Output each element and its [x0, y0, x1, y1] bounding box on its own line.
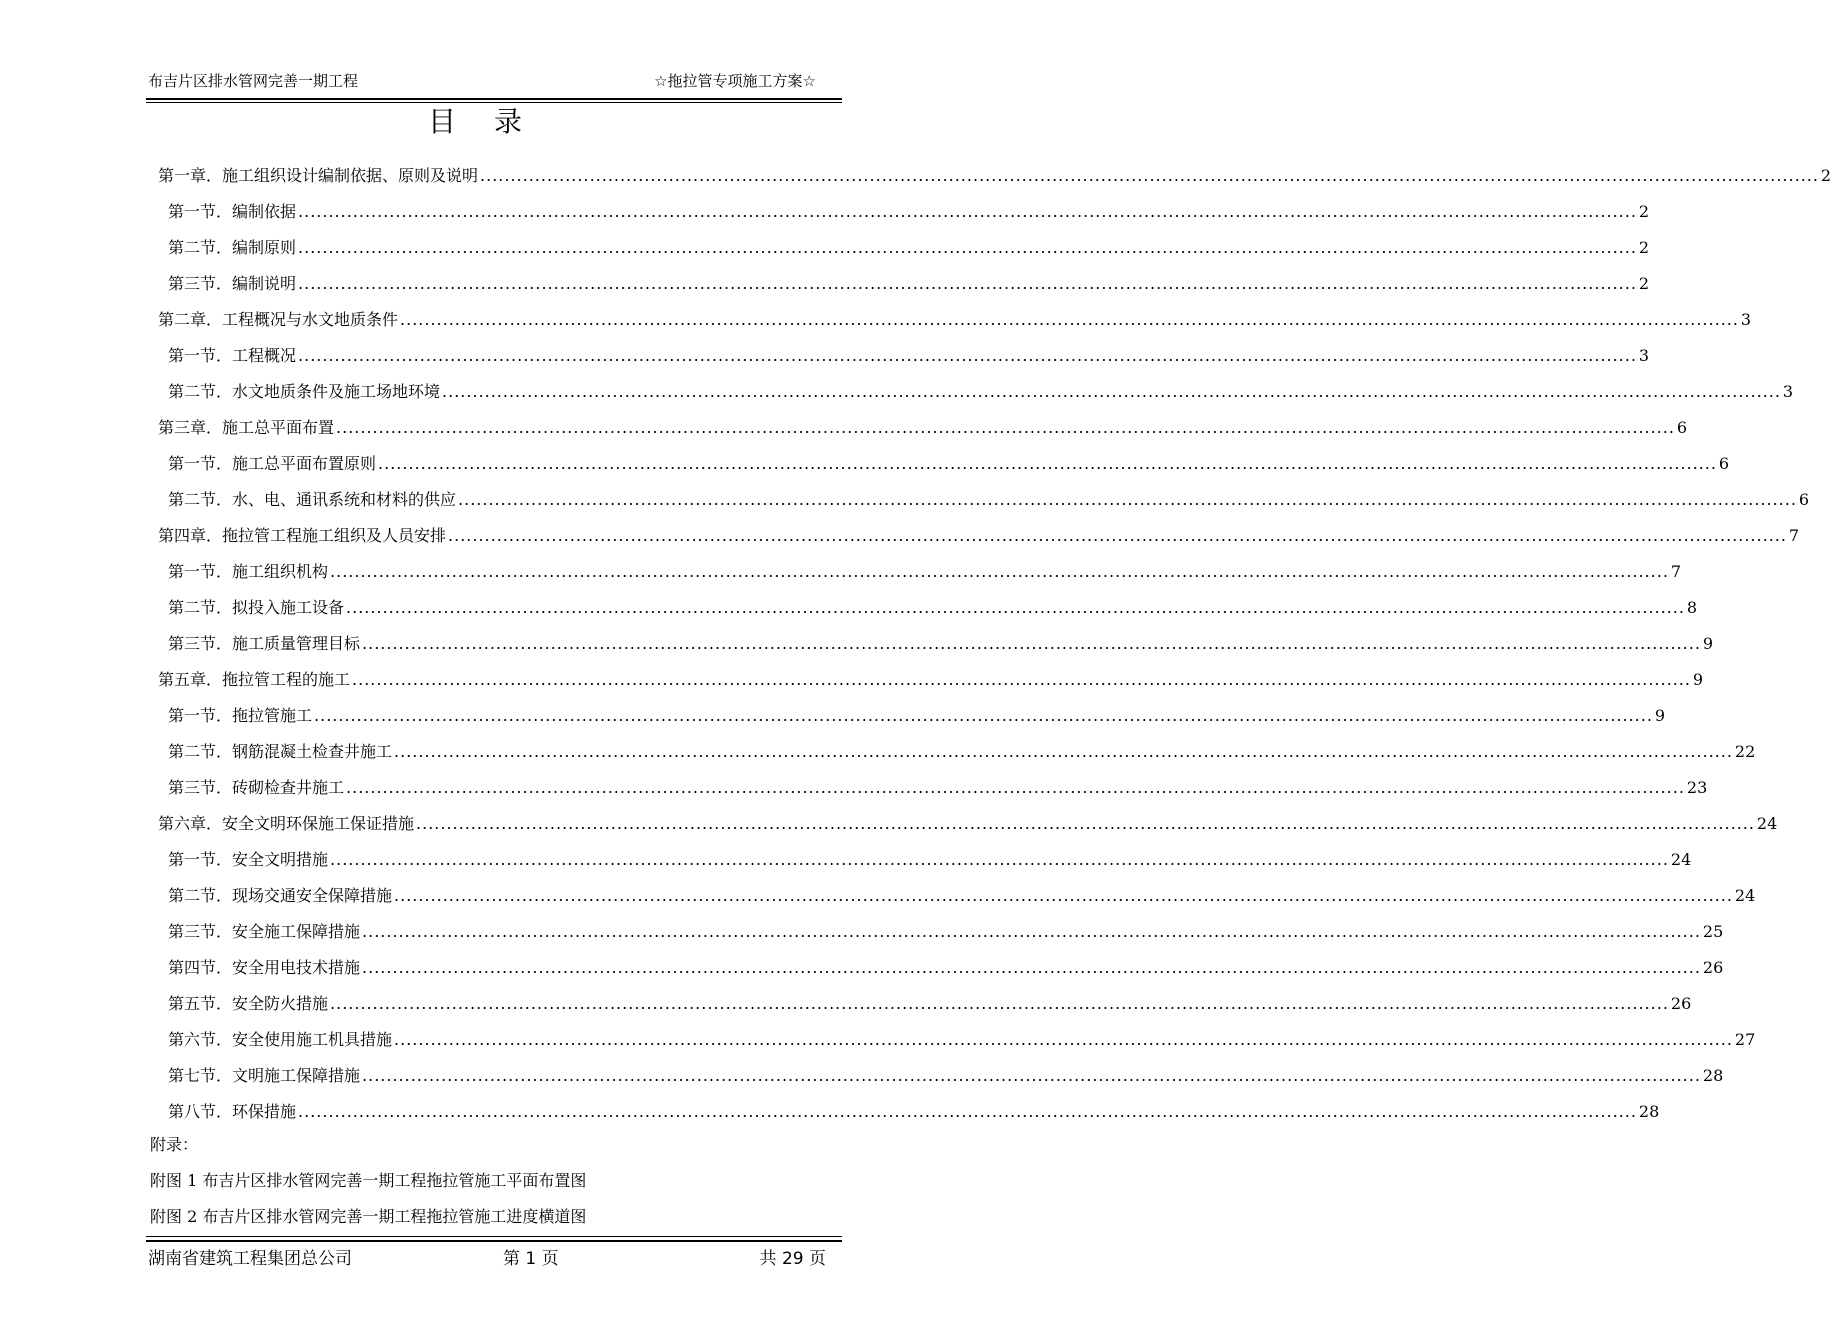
toc-entry-page: 25 [1702, 922, 1724, 941]
toc-section-entry[interactable] [148, 698, 1666, 734]
toc-leader-dots: ............................................................................................................................................................................................................................ [346, 598, 1685, 617]
toc-section-entry[interactable] [148, 482, 1810, 518]
toc-leader-dots: ............................................................................................................................................................................................................................ [448, 526, 1787, 545]
toc-entry-title: 第三节．编制说明 [168, 274, 297, 293]
toc-section-entry[interactable] [148, 1094, 1660, 1130]
toc-leader-dots: ............................................................................................................................................................................................................................ [346, 778, 1685, 797]
toc-entry-page: 8 [1686, 598, 1698, 617]
toc-entry-page: 3 [1782, 382, 1794, 401]
toc-section-entry[interactable] [148, 734, 1756, 770]
toc-entry-title: 第六章．安全文明环保施工保证措施 [158, 814, 415, 833]
footer-page-total: 共 29 页 [759, 1249, 826, 1269]
toc-entry-title: 第三节．施工质量管理目标 [168, 634, 361, 653]
toc-entry-title: 第一节．安全文明措施 [168, 850, 329, 869]
toc-entry-title: 第四章．拖拉管工程施工组织及人员安排 [158, 526, 447, 545]
footer-rule-thin [146, 1236, 842, 1237]
toc-entry-title: 第三节．安全施工保障措施 [168, 922, 361, 941]
toc-entry-page: 22 [1734, 742, 1756, 761]
toc-entry-title: 第五节．安全防火措施 [168, 994, 329, 1013]
toc-entry-page: 27 [1734, 1030, 1756, 1049]
toc-chapter-entry[interactable] [148, 662, 1704, 698]
toc-section-entry[interactable] [148, 914, 1724, 950]
appendix-label: 附录： [150, 1135, 199, 1154]
toc-entry-page: 6 [1798, 490, 1810, 509]
toc-leader-dots: ............................................................................................................................................................................................................................ [362, 958, 1701, 977]
toc-entry-title: 第八节．环保措施 [168, 1102, 297, 1121]
toc-leader-dots: ............................................................................................................................................................................................................................ [362, 1066, 1701, 1085]
toc-entry-title: 第二节．水文地质条件及施工场地环境 [168, 382, 441, 401]
toc-entry-title: 第二节．拟投入施工设备 [168, 598, 345, 617]
toc-entry-page: 24 [1734, 886, 1756, 905]
toc-entry-page: 24 [1670, 850, 1692, 869]
toc-leader-dots: ............................................................................................................................................................................................................................ [458, 490, 1797, 509]
toc-leader-dots: ............................................................................................................................................................................................................................ [336, 418, 1675, 437]
toc-leader-dots: ............................................................................................................................................................................................................................ [362, 922, 1701, 941]
toc-section-entry[interactable] [148, 374, 1794, 410]
toc-entry-page: 9 [1654, 706, 1666, 725]
toc-leader-dots: ............................................................................................................................................................................................................................ [298, 1102, 1637, 1121]
toc-leader-dots: ............................................................................................................................................................................................................................ [394, 1030, 1733, 1049]
toc-leader-dots: ............................................................................................................................................................................................................................ [298, 238, 1637, 257]
toc-section-entry[interactable] [148, 842, 1692, 878]
toc-entry-title: 第二节．钢筋混凝土检查井施工 [168, 742, 393, 761]
toc-leader-dots: ............................................................................................................................................................................................................................ [480, 166, 1819, 185]
toc-section-entry[interactable] [148, 590, 1698, 626]
toc-entry-page: 2 [1820, 166, 1831, 185]
toc-entry-title: 第一节．施工总平面布置原则 [168, 454, 377, 473]
toc-entry-title: 第一节．工程概况 [168, 346, 297, 365]
toc-entry-page: 6 [1676, 418, 1688, 437]
toc-section-entry[interactable] [148, 266, 1650, 302]
toc-entry-title: 第一节．施工组织机构 [168, 562, 329, 581]
appendix [150, 1134, 586, 1242]
toc-entry-page: 3 [1740, 310, 1752, 329]
toc-leader-dots: ............................................................................................................................................................................................................................ [330, 562, 1669, 581]
toc-leader-dots: ............................................................................................................................................................................................................................ [362, 634, 1701, 653]
toc-entry-page: 2 [1638, 202, 1650, 221]
toc-leader-dots: ............................................................................................................................................................................................................................ [298, 274, 1637, 293]
header-project-name: 布吉片区排水管网完善一期工程 [148, 72, 359, 90]
toc-leader-dots: ............................................................................................................................................................................................................................ [330, 994, 1669, 1013]
toc-section-entry[interactable] [148, 1022, 1756, 1058]
toc-entry-page: 28 [1638, 1102, 1660, 1121]
appendix-item: 附图 2 布吉片区排水管网完善一期工程拖拉管施工进度横道图 [150, 1207, 587, 1226]
appendix-item: 附图 1 布吉片区排水管网完善一期工程拖拉管施工平面布置图 [150, 1171, 587, 1190]
toc-section-entry[interactable] [148, 878, 1756, 914]
toc-chapter-entry[interactable] [148, 806, 1778, 842]
toc-entry-title: 第二章．工程概况与水文地质条件 [158, 310, 399, 329]
toc-section-entry[interactable] [148, 194, 1650, 230]
toc-entry-title: 第一节．编制依据 [168, 202, 297, 221]
toc-section-entry[interactable] [148, 338, 1650, 374]
toc-leader-dots: ............................................................................................................................................................................................................................ [394, 742, 1733, 761]
toc-entry-title: 第三章．施工总平面布置 [158, 418, 335, 437]
toc-entry-page: 28 [1702, 1066, 1724, 1085]
toc-entry-title: 第六节．安全使用施工机具措施 [168, 1030, 393, 1049]
page-title: 目录 [427, 105, 560, 138]
toc-chapter-entry[interactable] [148, 518, 1800, 554]
toc-leader-dots: ............................................................................................................................................................................................................................ [378, 454, 1717, 473]
table-of-contents [148, 158, 1831, 1130]
toc-entry-page: 24 [1756, 814, 1778, 833]
toc-section-entry[interactable] [148, 446, 1730, 482]
toc-entry-title: 第七节．文明施工保障措施 [168, 1066, 361, 1085]
toc-entry-page: 2 [1638, 238, 1650, 257]
toc-chapter-entry[interactable] [148, 302, 1752, 338]
toc-leader-dots: ............................................................................................................................................................................................................................ [298, 202, 1637, 221]
toc-entry-title: 第一章．施工组织设计编制依据、原则及说明 [158, 166, 479, 185]
toc-leader-dots: ............................................................................................................................................................................................................................ [416, 814, 1755, 833]
toc-entry-title: 第二节．编制原则 [168, 238, 297, 257]
toc-section-entry[interactable] [148, 626, 1714, 662]
toc-entry-title: 第四节．安全用电技术措施 [168, 958, 361, 977]
toc-section-entry[interactable] [148, 1058, 1724, 1094]
toc-entry-page: 26 [1702, 958, 1724, 977]
toc-leader-dots: ............................................................................................................................................................................................................................ [298, 346, 1637, 365]
toc-leader-dots: ............................................................................................................................................................................................................................ [400, 310, 1739, 329]
page-footer [148, 1244, 838, 1268]
toc-entry-title: 第五章．拖拉管工程的施工 [158, 670, 351, 689]
toc-leader-dots: ............................................................................................................................................................................................................................ [330, 850, 1669, 869]
toc-entry-title: 第三节．砖砌检查井施工 [168, 778, 345, 797]
toc-entry-page: 26 [1670, 994, 1692, 1013]
toc-chapter-entry[interactable] [148, 410, 1688, 446]
toc-entry-page: 7 [1670, 562, 1682, 581]
toc-leader-dots: ............................................................................................................................................................................................................................ [442, 382, 1781, 401]
toc-entry-page: 6 [1718, 454, 1730, 473]
toc-entry-page: 7 [1788, 526, 1800, 545]
toc-leader-dots: ............................................................................................................................................................................................................................ [352, 670, 1691, 689]
toc-section-entry[interactable] [148, 554, 1682, 590]
toc-section-entry[interactable] [148, 986, 1692, 1022]
footer-page-number: 第 1 页 [503, 1249, 559, 1269]
toc-entry-page: 3 [1638, 346, 1650, 365]
toc-chapter-entry[interactable] [148, 158, 1831, 194]
toc-section-entry[interactable] [148, 770, 1708, 806]
toc-section-entry[interactable] [148, 950, 1724, 986]
toc-entry-page: 23 [1686, 778, 1708, 797]
toc-entry-title: 第二节．水、电、通讯系统和材料的供应 [168, 490, 457, 509]
footer-company: 湖南省建筑工程集团总公司 [148, 1249, 352, 1269]
footer-rule-thick [146, 1240, 842, 1242]
toc-entry-title: 第二节．现场交通安全保障措施 [168, 886, 393, 905]
toc-entry-page: 9 [1692, 670, 1704, 689]
toc-entry-page: 9 [1702, 634, 1714, 653]
toc-entry-title: 第一节．拖拉管施工 [168, 706, 313, 725]
toc-entry-page: 2 [1638, 274, 1650, 293]
toc-leader-dots: ............................................................................................................................................................................................................................ [394, 886, 1733, 905]
header-document-name: ☆拖拉管专项施工方案☆ [654, 72, 816, 90]
toc-section-entry[interactable] [148, 230, 1650, 266]
toc-leader-dots: ............................................................................................................................................................................................................................ [314, 706, 1653, 725]
page-header [148, 68, 838, 92]
